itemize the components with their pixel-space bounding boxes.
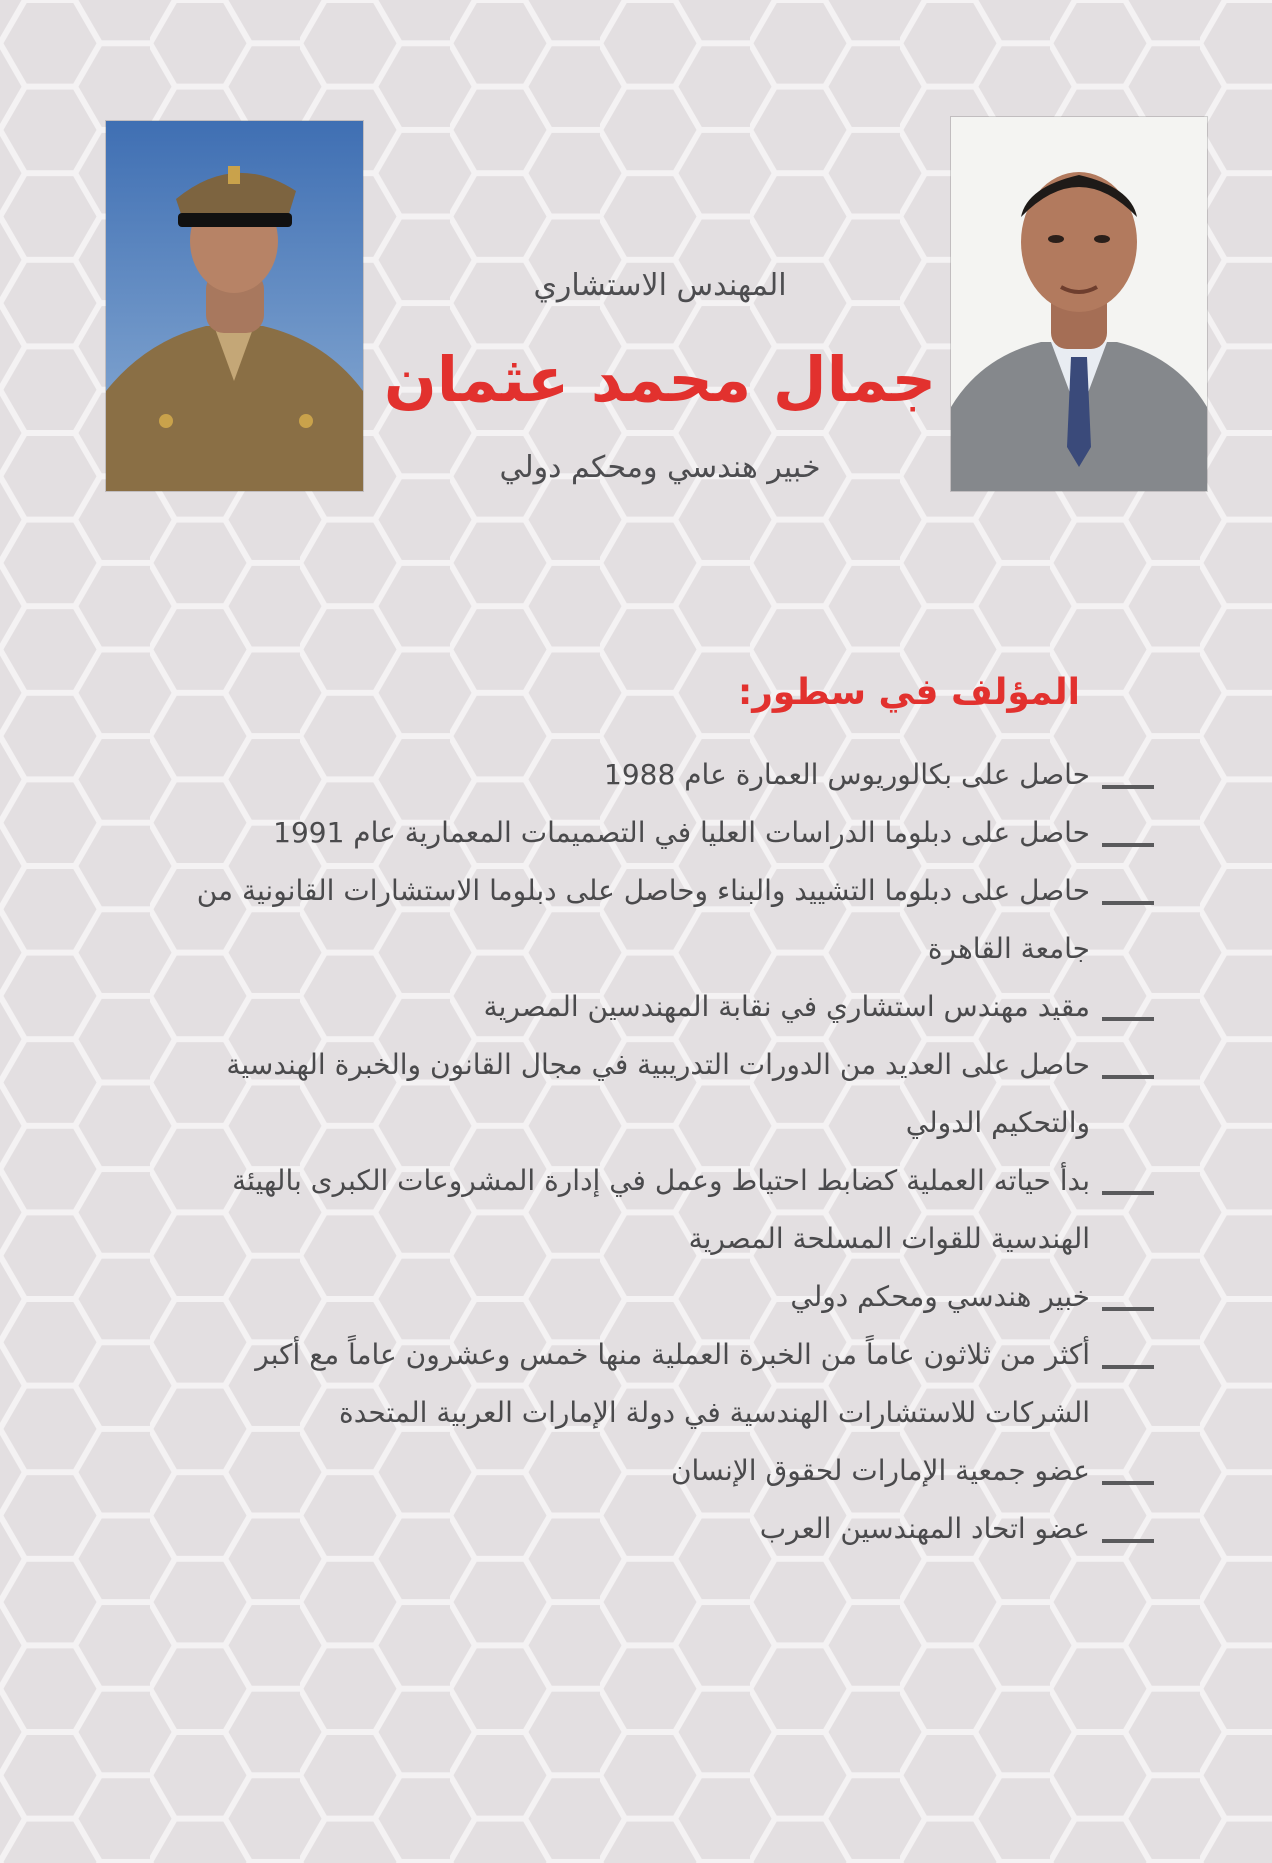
bio-item-text: حاصل على دبلوما التشييد والبناء وحاصل على دبلوما الاستشارات القانونية من جامعة القاهرة [196, 874, 1090, 965]
bio-item [154, 1340, 1154, 1442]
dash-bullet [1102, 901, 1154, 905]
bio-list [154, 760, 1154, 1572]
dash-bullet [1102, 1191, 1154, 1195]
author-name: جمال محمد عثمان [383, 343, 937, 416]
bio-item-text: حاصل على بكالوريوس العمارة عام 1988 [604, 758, 1090, 791]
bio-item [154, 1282, 1154, 1326]
bio-item-text: خبير هندسي ومحكم دولي [790, 1280, 1090, 1313]
dash-bullet [1102, 1307, 1154, 1311]
bio-item [154, 876, 1154, 978]
bio-item-text: عضو اتحاد المهندسين العرب [759, 1512, 1090, 1545]
bio-item-text: بدأ حياته العملية كضابط احتياط وعمل في إدارة المشروعات الكبرى بالهيئة الهندسية للقوات المسلحة المصرية [232, 1164, 1090, 1255]
dash-bullet [1102, 785, 1154, 789]
bio-item-text: حاصل على دبلوما الدراسات العليا في التصميمات المعمارية عام 1991 [273, 816, 1090, 849]
engineer-title-label: المهندس الاستشاري [533, 268, 787, 303]
bio-item [154, 992, 1154, 1036]
dash-bullet [1102, 843, 1154, 847]
dash-bullet [1102, 1365, 1154, 1369]
dash-bullet [1102, 1075, 1154, 1079]
bio-item-text: حاصل على العديد من الدورات التدريبية في مجال القانون والخبرة الهندسية والتحكيم الدولي [226, 1048, 1090, 1139]
suit-portrait-icon [951, 117, 1207, 491]
bio-item [154, 760, 1154, 804]
dash-bullet [1102, 1481, 1154, 1485]
officer-portrait-icon [106, 121, 363, 491]
bio-item [154, 818, 1154, 862]
bio-item-text: عضو جمعية الإمارات لحقوق الإنسان [670, 1454, 1090, 1487]
bio-item [154, 1514, 1154, 1558]
bio-item-text: أكثر من ثلاثون عاماً من الخبرة العملية منها خمس وعشرون عاماً مع أكبر الشركات للاستشارات الهندسية في دولة الإمارات العربية المتحدة [255, 1338, 1090, 1429]
bio-item-text: مقيد مهندس استشاري في نقابة المهندسين المصرية [483, 990, 1090, 1023]
dash-bullet [1102, 1539, 1154, 1543]
author-role: خبير هندسي ومحكم دولي [499, 450, 821, 485]
bio-item [154, 1050, 1154, 1152]
bio-section-title: المؤلف في سطور: [737, 672, 1080, 713]
bio-item [154, 1166, 1154, 1268]
dash-bullet [1102, 1017, 1154, 1021]
civil-portrait-photo [951, 117, 1207, 491]
officer-portrait-photo [106, 121, 363, 491]
bio-item [154, 1456, 1154, 1500]
